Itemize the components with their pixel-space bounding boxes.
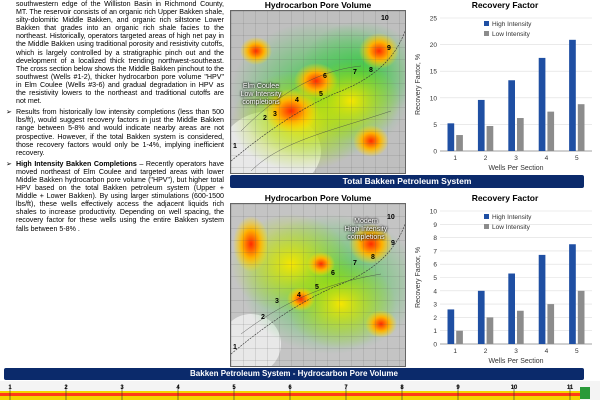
bullet-arrow-icon: ➢ [6, 159, 12, 168]
chart1-bar-low-2 [487, 126, 494, 151]
map2-title: Hydrocarbon Pore Volume [264, 193, 372, 203]
map1-well-10: 10 [381, 15, 389, 22]
chart2-x-tick-label: 4 [544, 348, 549, 355]
cross-section-well-label: 7 [344, 385, 348, 391]
map2-well-7: 7 [353, 260, 357, 267]
chart2-y-tick-label: 8 [433, 235, 437, 243]
recovery-factor-chart-top [410, 8, 600, 173]
intro-paragraph: southwestern edge of the Williston Basin in Richmond County, MT. The reservoir consists of an organic rich Upper Bakken shale, silty-dolomitic Middle Bakken, and organic rich siltstone Lower Bakken that grades into an organic rich shale facies to the northeast. Historically, operators targeted areas of high net pay in the Middle Bakken using traditional porosity and resistivity cutoffs, which is largely controlled by a stratigraphic pinch out and the development of a localized thick trending northwest-southeast. The cross section below shows the Middle Bakken pinchout to the southwest (Wells #1-2), thicker hydrocarbon pore volume "HPV" in Elm Coulee (Wells #3-6) and gradual degradation in HPV as the resistivity lowers to the northeast and traditional cutoffs are not met. [16, 0, 224, 106]
chart2-bar-high-4 [539, 255, 546, 344]
chart1-x-tick-label: 3 [514, 155, 518, 162]
map1-well-6: 6 [323, 73, 327, 80]
recovery-factor-chart-bottom [410, 201, 600, 366]
chart2-legend-label: High Intensity [492, 214, 532, 221]
section-banner-cross-section: Bakken Petroleum System - Hydrocarbon Pore Volume [4, 368, 584, 380]
chart1-bar-low-5 [578, 104, 585, 151]
chart2-y-tick-label: 5 [433, 275, 437, 282]
chart1-bar-low-3 [517, 118, 524, 151]
map2-well-10: 10 [387, 214, 395, 221]
map1-well-7: 7 [353, 69, 357, 76]
cross-section-well-label: 11 [566, 385, 574, 391]
map1-well-8: 8 [369, 67, 373, 74]
chart2-legend-swatch [484, 214, 489, 219]
body-text-column [0, 0, 228, 380]
chart1-bar-high-1 [448, 123, 455, 151]
cross-section-well-label: 10 [510, 385, 518, 391]
chart1-bar-high-2 [478, 100, 485, 151]
chart1-title: Recovery Factor [471, 0, 539, 10]
map1-title: Hydrocarbon Pore Volume [264, 0, 372, 10]
chart1-bar-high-5 [569, 40, 576, 151]
chart2-y-tick-label: 9 [433, 221, 437, 229]
chart1-x-tick-label: 2 [483, 155, 488, 162]
bullet-high-intensity [0, 160, 228, 233]
chart1-bar-high-3 [508, 80, 515, 151]
chart2-y-tick-label: 2 [433, 314, 437, 322]
cross-section-well-label: 6 [288, 385, 292, 391]
cross-section-well-label: 1 [8, 385, 12, 391]
chart1-bar-high-4 [539, 58, 546, 151]
map1-well-2: 2 [263, 115, 267, 122]
chart2-legend-swatch [484, 224, 489, 229]
chart2-y-tick-label: 1 [433, 328, 437, 336]
chart1-y-axis-label: Recovery Factor, % [415, 53, 422, 116]
chart2-y-tick-label: 10 [429, 208, 437, 216]
chart1-x-tick-label: 5 [574, 155, 579, 162]
map1-annotation: Elm Coulee Low Intensity completions [240, 83, 282, 106]
chart1-x-tick-label: 1 [453, 155, 458, 162]
cross-section-strip [0, 381, 600, 400]
cross-section-well-label: 8 [400, 385, 404, 391]
map1-well-9: 9 [387, 45, 391, 52]
chart1-y-tick-label: 0 [433, 148, 437, 156]
cross-section-well-label: 3 [120, 385, 124, 391]
chart1-legend-swatch [484, 31, 489, 36]
map2-annotation: Modern High Intensity completions [344, 218, 388, 241]
chart2-bar-low-2 [487, 317, 494, 344]
cross-section-well-label: 9 [456, 385, 460, 391]
chart1-x-tick-label: 4 [544, 155, 549, 162]
chart2-x-tick-label: 3 [514, 348, 518, 355]
chart1-bar-low-4 [547, 112, 554, 151]
chart1-y-tick-label: 10 [429, 95, 437, 103]
chart2-bar-low-1 [456, 331, 463, 344]
hpv-map-top [230, 10, 406, 174]
chart1-y-tick-label: 25 [429, 15, 437, 23]
chart2-y-tick-label: 4 [433, 288, 437, 296]
chart2-y-tick-label: 3 [433, 301, 437, 309]
map2-well-3: 3 [275, 298, 279, 305]
chart2-bar-low-3 [517, 311, 524, 344]
chart1-legend-label: High Intensity [492, 21, 532, 28]
chart2-legend-label: Low Intensity [492, 224, 530, 231]
chart1-y-tick-label: 20 [429, 42, 437, 50]
map2-well-9: 9 [391, 240, 395, 247]
bullet-low-intensity [0, 108, 228, 157]
chart1-y-tick-label: 15 [429, 68, 437, 76]
chart2-bar-low-5 [578, 291, 585, 344]
cross-section-well-label: 5 [232, 385, 236, 391]
chart1-bar-low-1 [456, 135, 463, 151]
chart2-bar-high-5 [569, 244, 576, 344]
hpv-map-bottom [230, 203, 406, 367]
chart2-y-tick-label: 0 [433, 341, 437, 349]
chart2-y-tick-label: 7 [433, 248, 437, 256]
map2-well-4: 4 [297, 292, 301, 299]
map2-well-1: 1 [233, 344, 237, 351]
chart2-x-tick-label: 5 [574, 348, 579, 355]
chart1-legend-swatch [484, 21, 489, 26]
chart2-x-tick-label: 1 [453, 348, 458, 355]
cross-section-well-label: 4 [176, 385, 180, 391]
chart2-bar-low-4 [547, 304, 554, 344]
section-banner-total-bakken: Total Bakken Petroleum System [230, 175, 584, 188]
chart1-legend-label: Low Intensity [492, 31, 530, 38]
map2-well-6: 6 [331, 270, 335, 277]
bullet-low-intensity-text: Results from historically low intensity completions (less than 500 lbs/ft), would suggest recovery factors in just the Middle Bakken range between 5-8% and would indicate nearby areas are not prospective. However, if the total Bakken system is considered, those recovery factors would only be 1-4%, implying inefficient recovery. [16, 108, 224, 157]
chart2-y-axis-label: Recovery Factor, % [415, 246, 422, 309]
chart2-x-tick-label: 2 [483, 348, 488, 355]
map2-well-8: 8 [371, 254, 375, 261]
bullet-high-intensity-text: – Recently operators have moved northeast of Elm Coulee and targeted areas with lower Middle Bakken hydrocarbon pore volume ("HPV"), but higher total HPV based on the total Bakken petroleum system (Upper + Middle + Lower Bakken). By using larger stimulations (600-1500 lbs/ft), these wells effectively access the adjacent liquids rich shales to increase productivity. Depending on well spacing, the recovery factor for these wells using the entire Bakken system falls between 5-8% . [16, 159, 224, 233]
chart2-bar-high-3 [508, 274, 515, 344]
chart1-x-axis-label: Wells Per Section [488, 165, 544, 172]
chart2-title: Recovery Factor [471, 193, 539, 203]
bullet-arrow-icon: ➢ [6, 108, 12, 117]
map2-well-2: 2 [261, 314, 265, 321]
map2-well-5: 5 [315, 284, 319, 291]
cross-section-well-label: 2 [64, 385, 68, 391]
chart2-bar-high-2 [478, 291, 485, 344]
map1-well-1: 1 [233, 143, 237, 150]
chart2-bar-high-1 [448, 309, 455, 344]
chart2-y-tick-label: 6 [433, 261, 437, 269]
chart1-y-tick-label: 5 [433, 121, 437, 129]
chart2-x-axis-label: Wells Per Section [488, 358, 544, 365]
map1-well-5: 5 [319, 91, 323, 98]
bullet-high-intensity-lead: High Intensity Bakken Completions [16, 159, 137, 168]
map1-well-4: 4 [295, 97, 299, 104]
map1-well-3: 3 [273, 111, 277, 118]
